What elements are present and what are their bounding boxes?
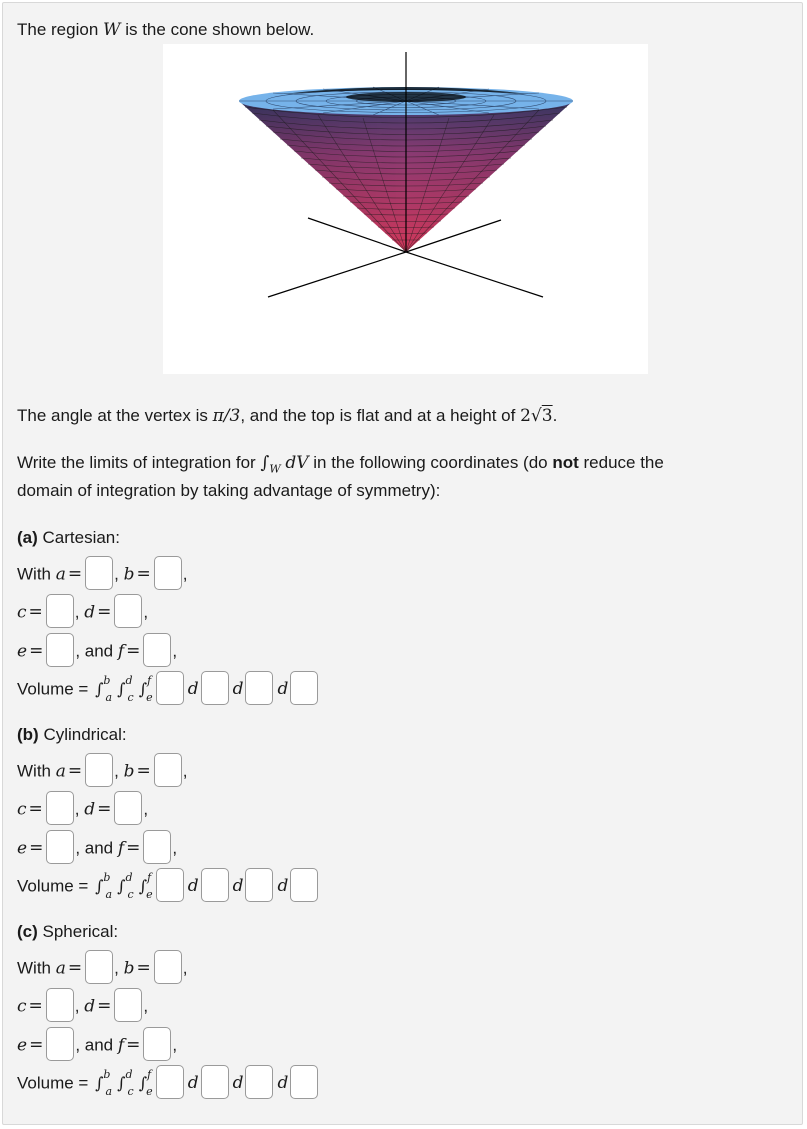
- comma: ,: [74, 996, 80, 1016]
- and-label: , and: [75, 641, 118, 661]
- section-c-ab-row: [17, 952, 187, 986]
- instruction-bold: not: [552, 453, 579, 472]
- var-a: a: [55, 761, 66, 782]
- and-label: , and: [75, 1035, 118, 1055]
- f-upper-input-a[interactable]: [143, 633, 171, 667]
- section-c-name: Spherical:: [37, 922, 119, 941]
- triple-integral: ∫$^b_a$ ∫$^d_c$ ∫$^f_e$: [95, 871, 153, 901]
- integrand-input-a[interactable]: [156, 671, 184, 705]
- comma: ,: [143, 996, 149, 1016]
- equals: =: [29, 838, 44, 859]
- section-c-volume-row: [17, 1067, 319, 1101]
- comma: ,: [182, 564, 188, 584]
- d-upper-input-b[interactable]: [114, 791, 142, 825]
- f-upper-input-c[interactable]: [143, 1027, 171, 1061]
- diff-d: d: [232, 1073, 244, 1094]
- instruction-after2: reduce the: [578, 453, 664, 472]
- var-c: c: [17, 799, 27, 820]
- integral-sub: W: [269, 462, 281, 476]
- c-lower-input-c[interactable]: [46, 988, 74, 1022]
- comma: ,: [143, 799, 149, 819]
- e-lower-input-a[interactable]: [46, 633, 74, 667]
- y-axis-front: [406, 252, 543, 297]
- section-a-cd-row: [17, 596, 148, 630]
- a-lower-input-a[interactable]: [85, 556, 113, 590]
- cone-figure: [163, 44, 648, 374]
- volume-label: Volume =: [17, 876, 94, 896]
- section-a-volume-row: [17, 673, 319, 707]
- var-d: d: [84, 996, 96, 1017]
- x-axis-front: [268, 252, 406, 297]
- diff2-input-c[interactable]: [245, 1065, 273, 1099]
- section-a-letter: (a): [17, 528, 38, 547]
- section-a-title: [17, 527, 120, 549]
- equals: =: [126, 1035, 141, 1056]
- d-upper-input-a[interactable]: [114, 594, 142, 628]
- equals: =: [126, 641, 141, 662]
- instruction-before: Write the limits of integration for: [17, 453, 261, 472]
- var-a: a: [55, 958, 66, 979]
- diff-d: d: [232, 876, 244, 897]
- b-upper-input-a[interactable]: [154, 556, 182, 590]
- comma: ,: [143, 602, 149, 622]
- var-e: e: [17, 1035, 28, 1056]
- integrand-input-b[interactable]: [156, 868, 184, 902]
- integral-sign: ∫: [260, 453, 270, 473]
- diff-d: d: [277, 679, 289, 700]
- equals: =: [28, 602, 43, 623]
- comma: ,: [114, 564, 119, 584]
- section-a-name: Cartesian:: [37, 528, 120, 547]
- integrand-input-c[interactable]: [156, 1065, 184, 1099]
- instruction-line-2: domain of integration by taking advantage of symmetry):: [17, 481, 441, 500]
- instruction-line-1: [17, 452, 664, 480]
- b-upper-input-b[interactable]: [154, 753, 182, 787]
- diff2-input-b[interactable]: [245, 868, 273, 902]
- diff1-input-b[interactable]: [201, 868, 229, 902]
- section-c-ef-row: [17, 1029, 177, 1063]
- with-label: With: [17, 564, 56, 584]
- section-b-letter: (b): [17, 725, 39, 744]
- section-b-cd-row: [17, 793, 148, 827]
- height-coef: 2: [520, 406, 531, 426]
- with-label: With: [17, 958, 56, 978]
- var-b: b: [123, 564, 135, 585]
- angle-before: The angle at the vertex is: [17, 406, 213, 425]
- section-b-name: Cylindrical:: [38, 725, 127, 744]
- diff-d: d: [277, 876, 289, 897]
- diff1-input-c[interactable]: [201, 1065, 229, 1099]
- var-f: f: [117, 1035, 125, 1056]
- with-label: With: [17, 761, 56, 781]
- height-root: 3: [541, 406, 553, 426]
- comma: ,: [172, 838, 178, 858]
- angle-middle: , and the top is flat and at a height of: [240, 406, 521, 425]
- diff3-input-b[interactable]: [290, 868, 318, 902]
- e-lower-input-b[interactable]: [46, 830, 74, 864]
- equals: =: [28, 996, 43, 1017]
- diff2-input-a[interactable]: [245, 671, 273, 705]
- var-c: c: [17, 602, 27, 623]
- equals: =: [67, 564, 83, 585]
- var-b: b: [123, 761, 135, 782]
- comma: ,: [74, 602, 80, 622]
- equals: =: [126, 838, 141, 859]
- intro-after: is the cone shown below.: [120, 20, 315, 39]
- comma: ,: [172, 1035, 178, 1055]
- diff-d: d: [187, 679, 199, 700]
- var-c: c: [17, 996, 27, 1017]
- var-f: f: [117, 838, 125, 859]
- equals: =: [67, 761, 83, 782]
- equals: =: [28, 799, 43, 820]
- section-c-letter: (c): [17, 922, 38, 941]
- section-c-cd-row: [17, 990, 148, 1024]
- angle-end: .: [552, 406, 558, 425]
- section-a-ab-row: [17, 558, 187, 592]
- comma: ,: [182, 761, 188, 781]
- equals: =: [136, 761, 151, 782]
- equals: =: [29, 641, 44, 662]
- diff3-input-c[interactable]: [290, 1065, 318, 1099]
- volume-label: Volume =: [17, 679, 94, 699]
- comma: ,: [74, 799, 80, 819]
- triple-integral: ∫$^b_a$ ∫$^d_c$ ∫$^f_e$: [95, 674, 153, 704]
- var-e: e: [17, 641, 28, 662]
- var-d: d: [84, 602, 96, 623]
- question-card: [2, 2, 803, 1125]
- c-lower-input-a[interactable]: [46, 594, 74, 628]
- var-b: b: [123, 958, 135, 979]
- diff1-input-a[interactable]: [201, 671, 229, 705]
- var-a: a: [55, 564, 66, 585]
- section-b-ab-row: [17, 755, 187, 789]
- diff3-input-a[interactable]: [290, 671, 318, 705]
- and-label: , and: [75, 838, 118, 858]
- var-f: f: [117, 641, 125, 662]
- volume-element: dV: [285, 453, 309, 473]
- var-e: e: [17, 838, 28, 859]
- diff-d: d: [232, 679, 244, 700]
- section-b-volume-row: [17, 870, 319, 904]
- e-lower-input-c[interactable]: [46, 1027, 74, 1061]
- section-c-title: [17, 921, 118, 943]
- diff-d: d: [277, 1073, 289, 1094]
- a-lower-input-b[interactable]: [85, 753, 113, 787]
- a-lower-input-c[interactable]: [85, 950, 113, 984]
- equals: =: [67, 958, 83, 979]
- equals: =: [97, 602, 112, 623]
- comma: ,: [182, 958, 188, 978]
- equals: =: [136, 958, 151, 979]
- comma: ,: [114, 958, 119, 978]
- diff-d: d: [187, 876, 199, 897]
- intro-before: The region: [17, 20, 103, 39]
- comma: ,: [114, 761, 119, 781]
- cone-plot: [163, 44, 648, 374]
- section-b-title: [17, 724, 127, 746]
- vertex-angle: π/3: [212, 406, 241, 426]
- equals: =: [29, 1035, 44, 1056]
- section-b-ef-row: [17, 832, 177, 866]
- b-upper-input-c[interactable]: [154, 950, 182, 984]
- instruction-after: in the following coordinates (do: [308, 453, 553, 472]
- intro-text: [17, 19, 314, 41]
- equals: =: [97, 799, 112, 820]
- equals: =: [136, 564, 151, 585]
- sqrt-sign: √: [530, 406, 542, 426]
- f-upper-input-b[interactable]: [143, 830, 171, 864]
- region-variable: W: [103, 20, 121, 40]
- var-d: d: [84, 799, 96, 820]
- diff-d: d: [187, 1073, 199, 1094]
- triple-integral: ∫$^b_a$ ∫$^d_c$ ∫$^f_e$: [95, 1068, 153, 1098]
- comma: ,: [172, 641, 178, 661]
- angle-text: [17, 405, 557, 427]
- d-upper-input-c[interactable]: [114, 988, 142, 1022]
- equals: =: [97, 996, 112, 1017]
- section-a-ef-row: [17, 635, 177, 669]
- c-lower-input-b[interactable]: [46, 791, 74, 825]
- volume-label: Volume =: [17, 1073, 94, 1093]
